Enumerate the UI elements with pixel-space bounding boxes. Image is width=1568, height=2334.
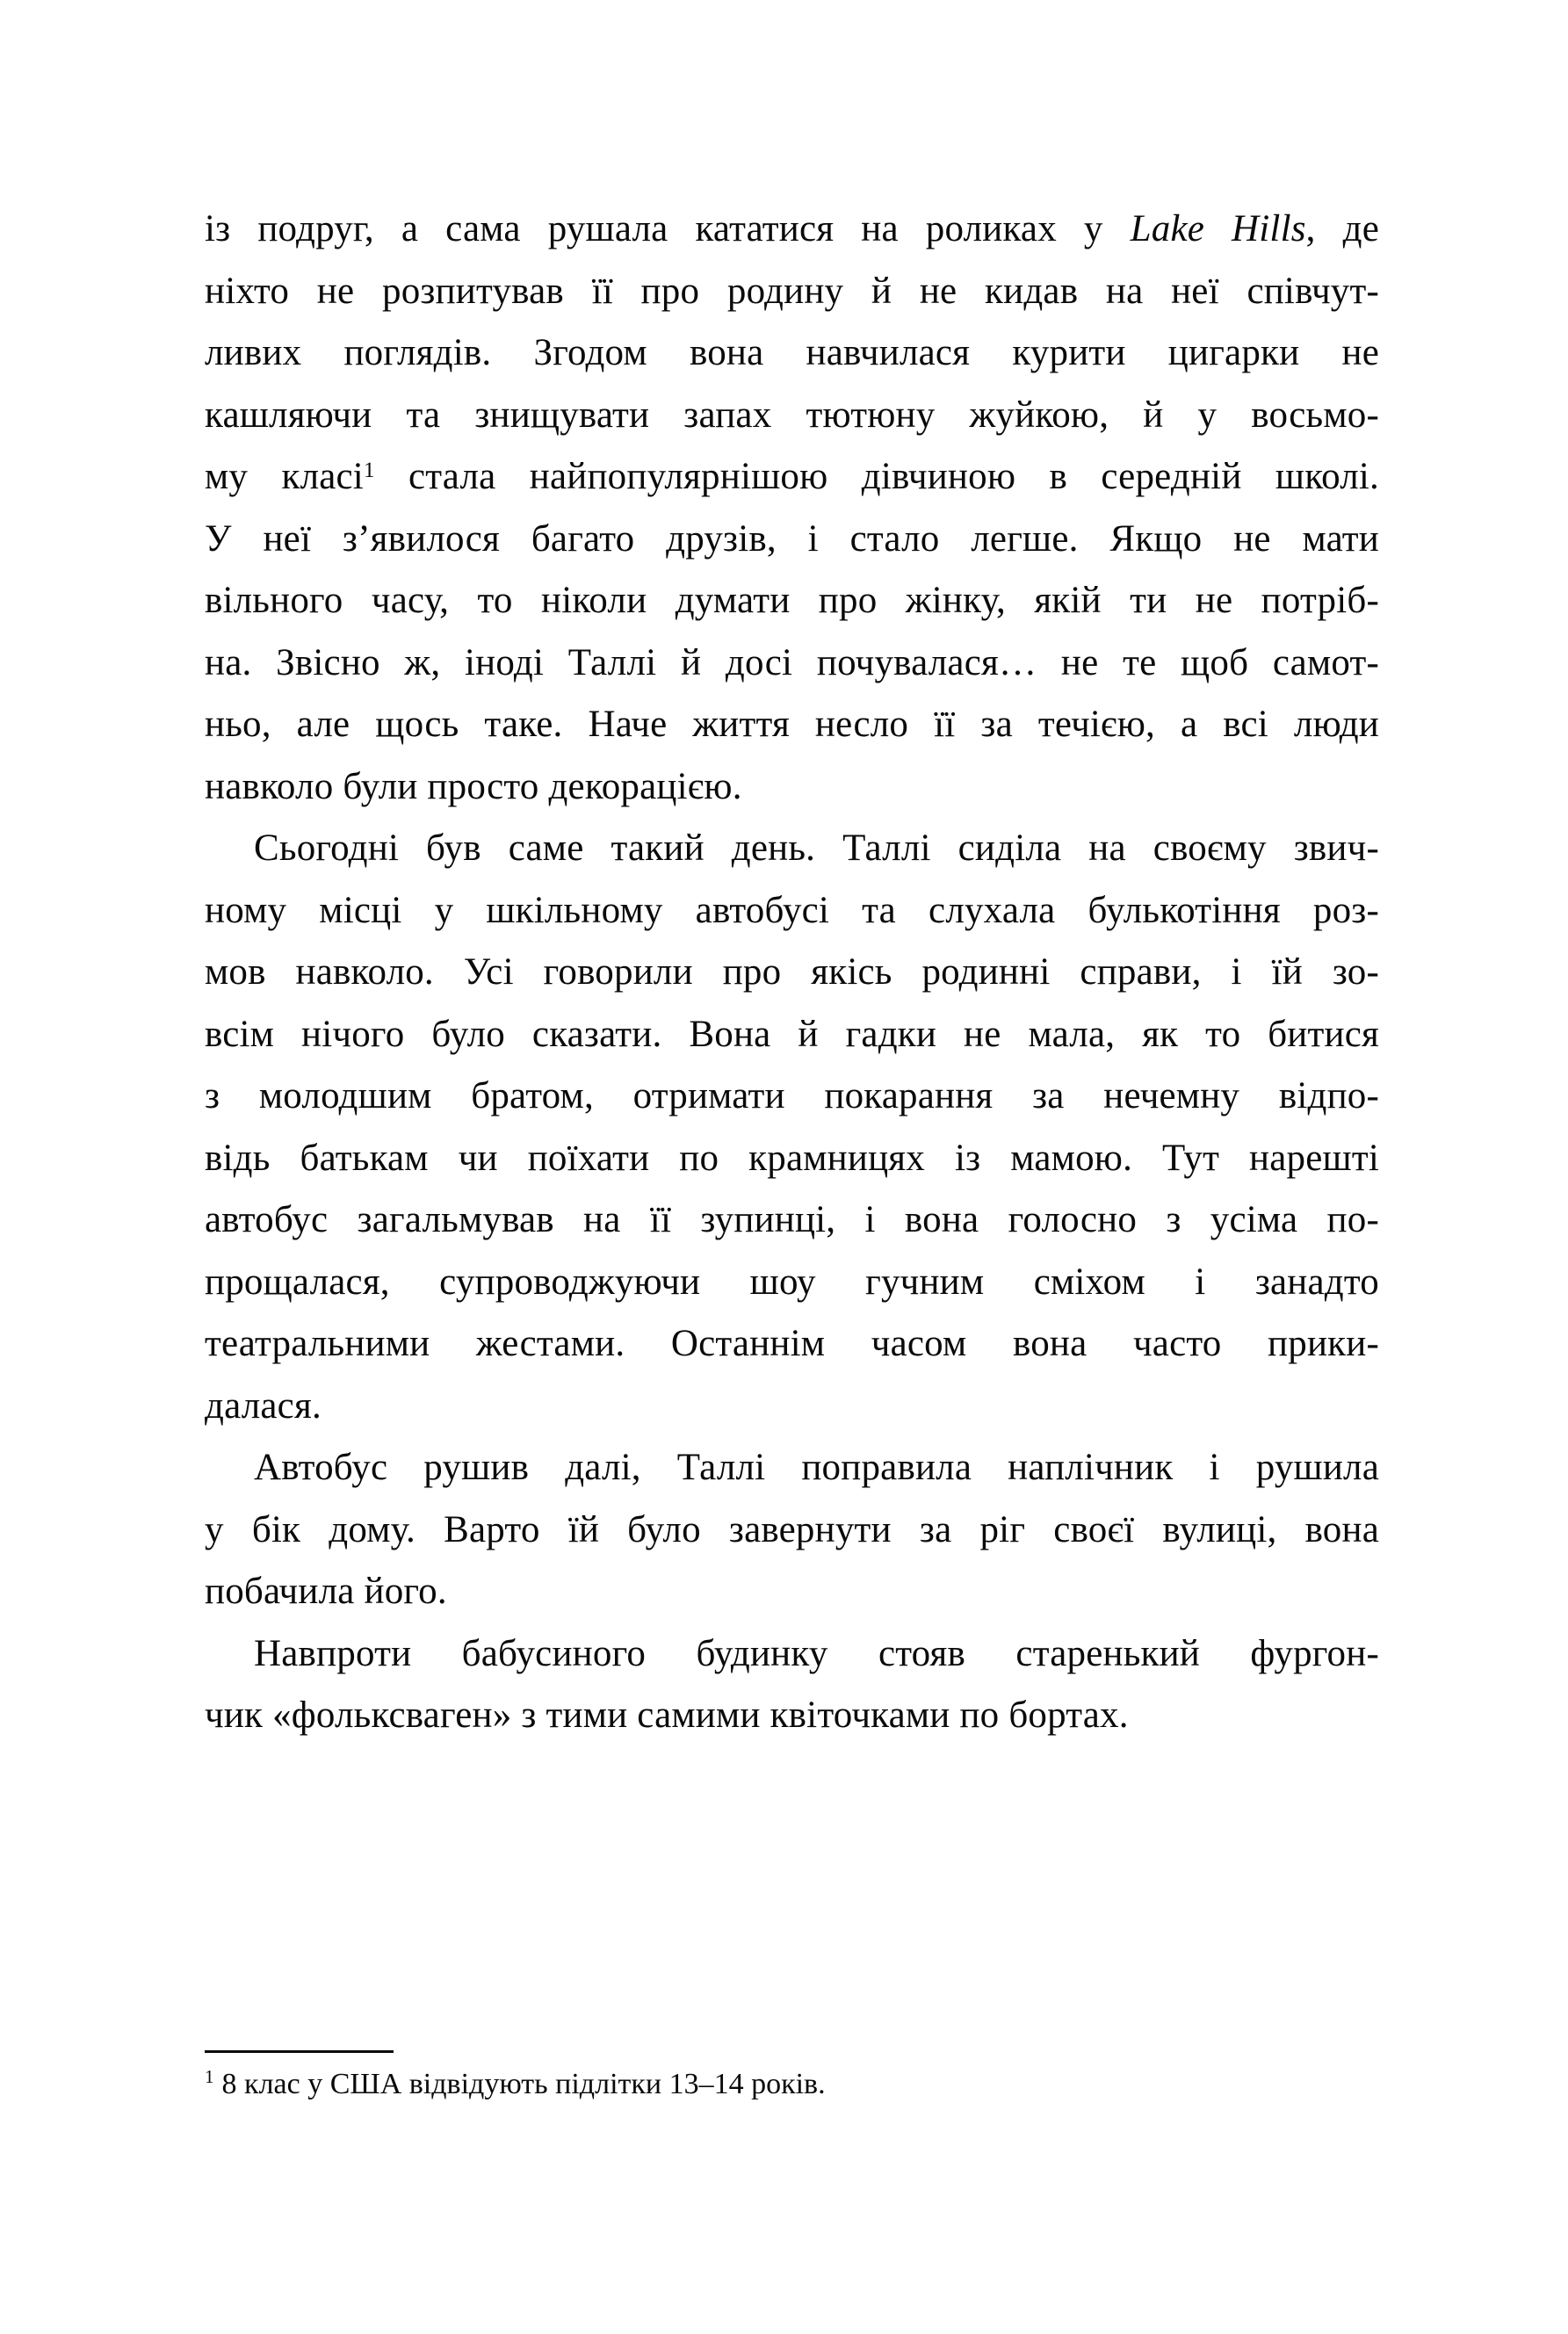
text-line: [205, 446, 1379, 509]
footnote-marker: 1: [205, 2066, 214, 2088]
text-segment: стала найпопулярнішою дівчиною в середній школі.: [374, 456, 1380, 497]
text-segment: всім нічого було сказати. Вона й гадки не мала, як то битися: [205, 1013, 1379, 1055]
text-line: [205, 1437, 1379, 1499]
body-text: [205, 199, 1379, 1747]
text-segment: побачила його.: [205, 1571, 447, 1612]
text-line: [205, 1376, 1379, 1438]
footnote-reference: 1: [363, 459, 375, 483]
footnote-divider: [205, 2050, 394, 2053]
text-line: [205, 880, 1379, 943]
text-line: [205, 756, 1379, 819]
text-segment: Автобус рушив далі, Таллі поправила наплічник і рушила: [254, 1447, 1379, 1488]
text-line: [205, 1004, 1379, 1066]
text-line: [205, 385, 1379, 447]
text-line: [205, 1066, 1379, 1128]
text-line: [205, 818, 1379, 880]
text-line: [205, 261, 1379, 323]
footnote-text: 8 клас у США відвідують підлітки 13–14 років.: [221, 2068, 826, 2100]
text-line: [205, 1313, 1379, 1376]
text-segment: відь батькам чи поїхати по крамницях із мамою. Тут нарешті: [205, 1137, 1379, 1179]
text-line: [205, 694, 1379, 756]
text-line: [205, 942, 1379, 1004]
text-line: [205, 570, 1379, 632]
text-segment: на. Звісно ж, іноді Таллі й досі почувалася… не те щоб самот-: [205, 641, 1379, 683]
text-line: [205, 632, 1379, 695]
text-segment: театральними жестами. Останнім часом вона часто прики-: [205, 1323, 1379, 1364]
text-line: [205, 1561, 1379, 1623]
text-line: [205, 1623, 1379, 1686]
text-segment: чик «фольксваген» з тими самими квіточками по бортах.: [205, 1694, 1129, 1736]
text-line: [205, 1252, 1379, 1314]
text-line: [205, 199, 1379, 261]
text-line: [205, 1685, 1379, 1747]
text-segment: , де: [1305, 208, 1379, 249]
text-segment: Сьогодні був саме такий день. Таллі сиділа на своєму звич-: [254, 827, 1379, 869]
text-segment: далася.: [205, 1384, 322, 1427]
text-segment: з молодшим братом, отримати покарання за нечемну відпо-: [205, 1075, 1379, 1116]
text-segment: автобус загальмував на її зупинці, і вона голосно з усіма по-: [205, 1199, 1379, 1240]
text-segment: ному місці у шкільному автобусі та слухала булькотіння роз-: [205, 889, 1379, 931]
text-segment: ніхто не розпитував її про родину й не кидав на неї співчут-: [205, 270, 1379, 312]
text-segment: Навпроти бабусиного будинку стояв старенький фургон-: [254, 1632, 1379, 1674]
text-segment: кашляючи та знищувати запах тютюну жуйкою, й у восьмо-: [205, 394, 1379, 436]
text-segment: із подруг, а сама рушала кататися на роликах у: [205, 208, 1131, 249]
text-segment: мов навколо. Усі говорили про якісь родинні справи, і їй зо-: [205, 951, 1379, 993]
text-line: [205, 1499, 1379, 1562]
text-segment: му класі: [205, 456, 364, 497]
text-segment: У неї з’явилося багато друзів, і стало легше. Якщо не мати: [205, 517, 1379, 560]
text-segment: навколо були просто декорацією.: [205, 765, 742, 807]
text-line: [205, 1128, 1379, 1190]
text-segment: вільного часу, то ніколи думати про жінку, якій ти не потріб-: [205, 580, 1379, 621]
text-segment: у бік дому. Варто їй було завернути за ріг своєї вулиці, вона: [205, 1508, 1379, 1550]
italic-text: Lake Hills: [1130, 208, 1306, 249]
text-segment: ливих поглядів. Згодом вона навчилася курити цигарки не: [205, 332, 1379, 373]
text-line: [205, 322, 1379, 385]
text-line: [205, 1189, 1379, 1252]
text-segment: прощалася, супроводжуючи шоу гучним сміхом і занадто: [205, 1261, 1379, 1303]
text-line: [205, 509, 1379, 571]
footnote: [205, 2064, 1379, 2105]
text-segment: ньо, але щось таке. Наче життя несло її за течією, а всі люди: [205, 704, 1379, 745]
